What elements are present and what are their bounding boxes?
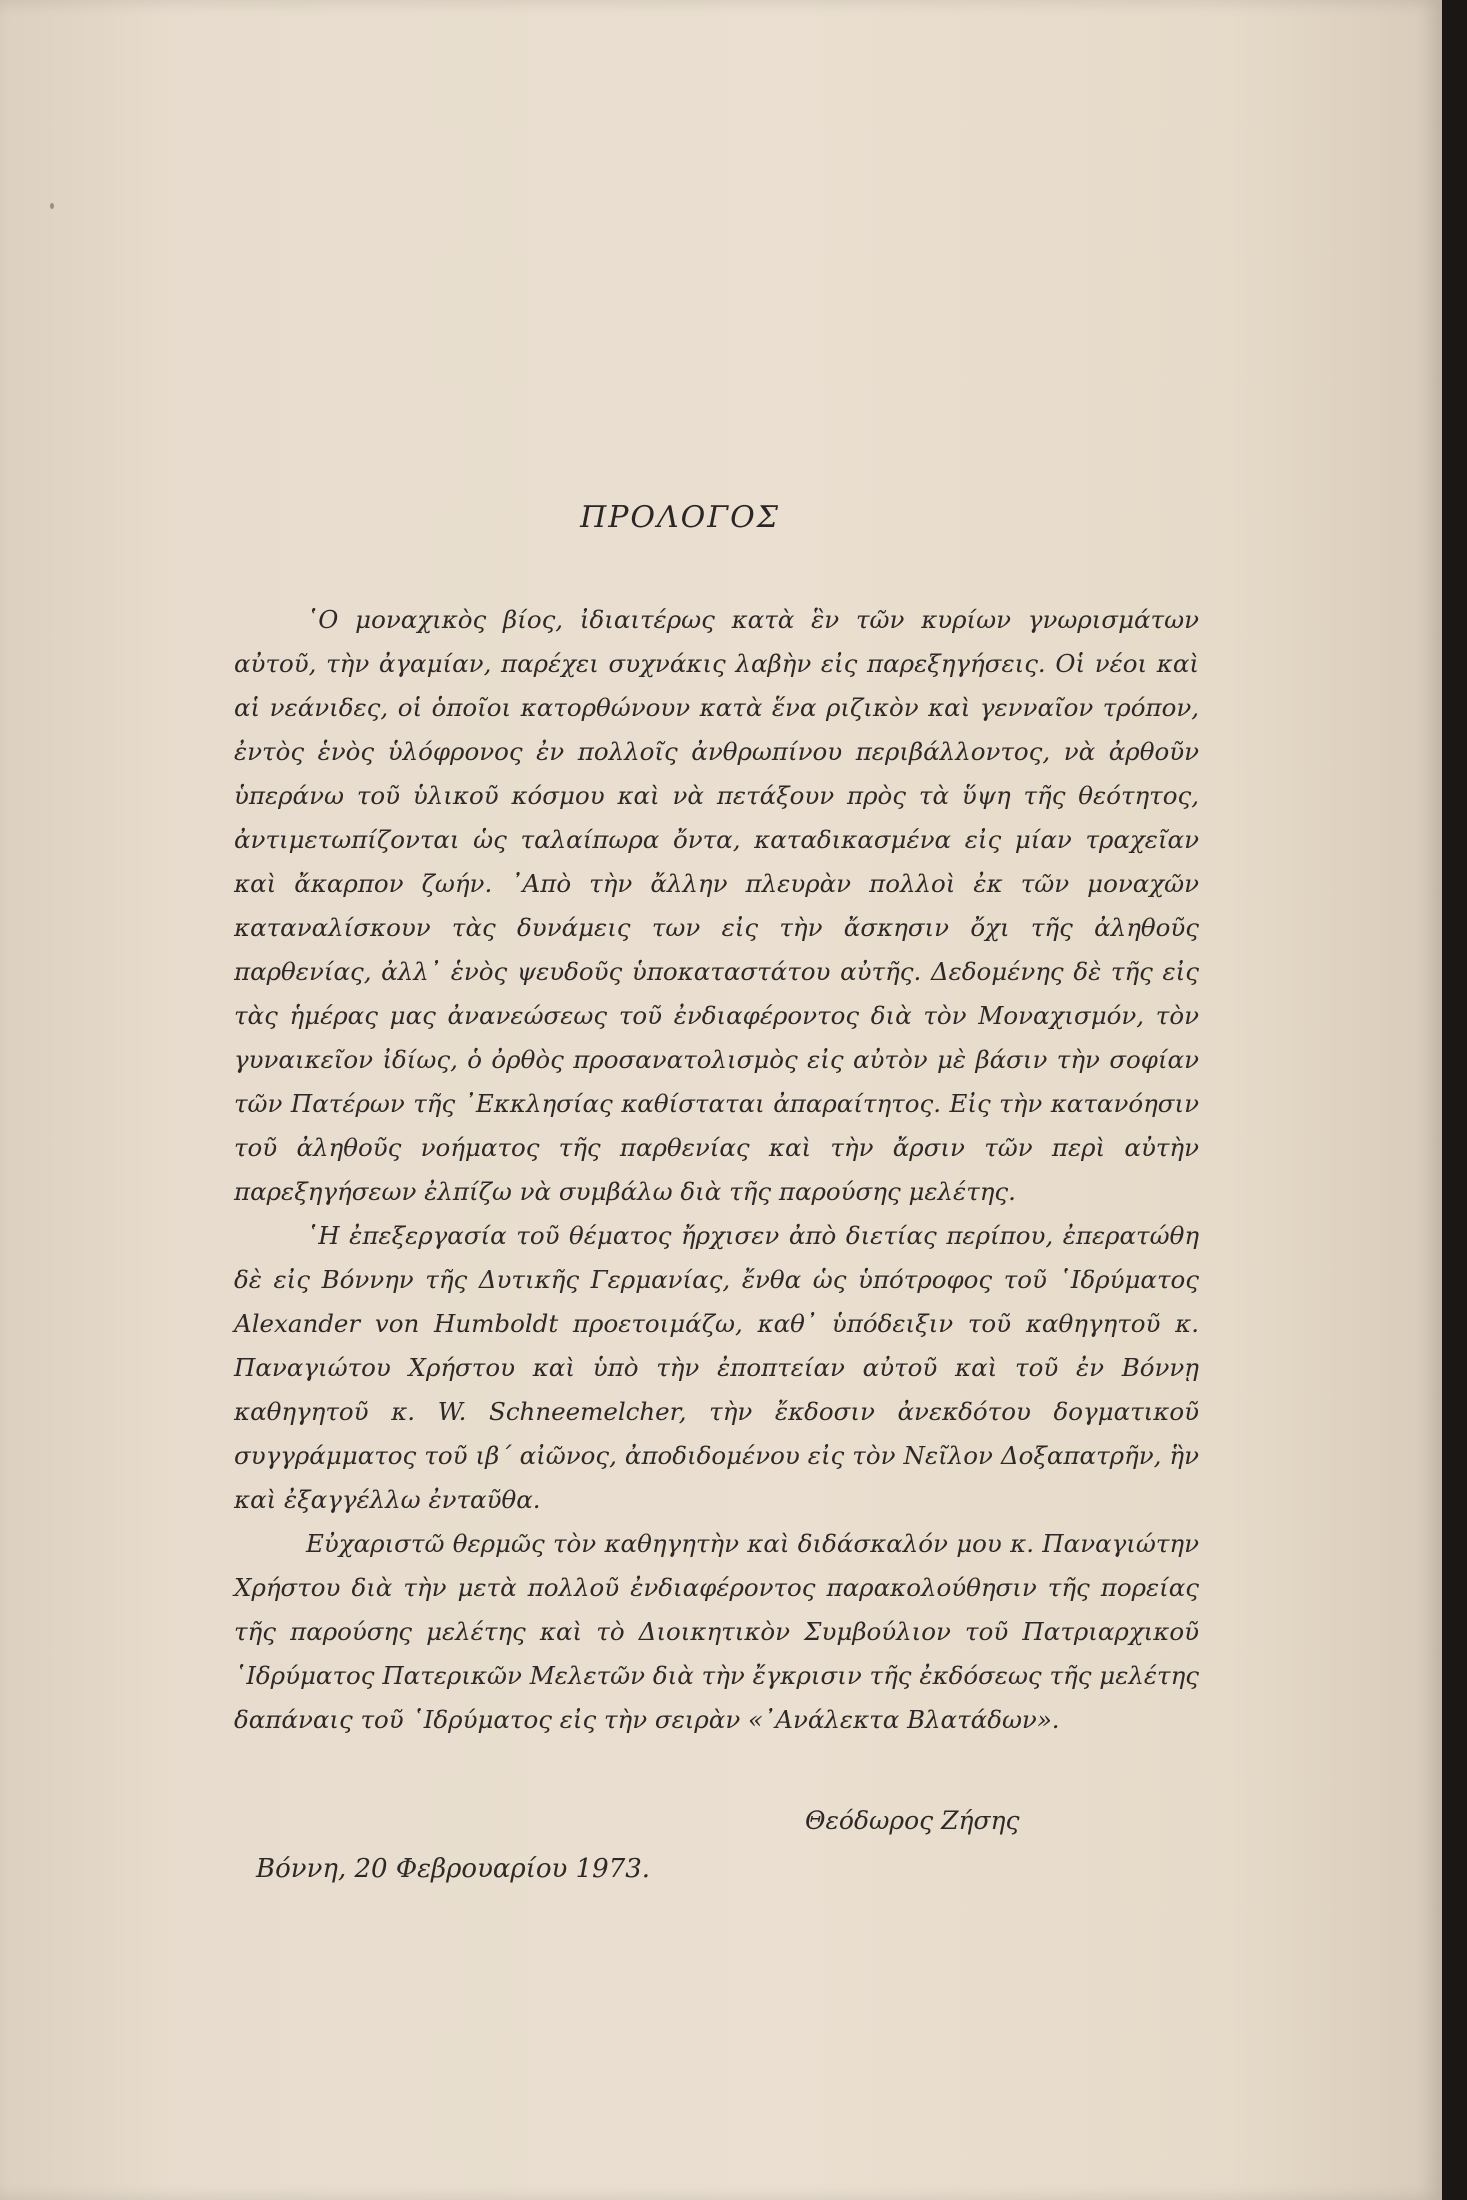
paragraph-1: ῾Ο μοναχικὸς βίος, ἰδιαιτέρως κατὰ ἓν τῶν κυρίων γνωρισμάτων αὐτοῦ, τὴν ἀγαμίαν, παρέχει συχνάκις λαβὴν εἰς παρεξηγήσεις. Οἱ νέοι καὶ αἱ νεάνιδες, οἱ ὁποῖοι κατορθώνουν κατὰ ἕνα ριζικὸν καὶ γενναῖον τρόπον, ἐντὸς ἑνὸς ὑλόφρονος ἐν πολλοῖς ἀνθρωπίνου περιβάλλοντος, νὰ ἀρθοῦν ὑπεράνω τοῦ ὑλικοῦ κόσμου καὶ νὰ πετάξουν πρὸς τὰ ὕψη τῆς θεότητος, ἀντιμετωπίζονται ὡς ταλαίπωρα ὄντα, καταδικασμένα εἰς μίαν τραχεῖαν καὶ ἄκαρπον ζωήν. ᾿Απὸ τὴν ἄλλην πλευρὰν πολλοὶ ἐκ τῶν μοναχῶν καταναλίσκουν τὰς δυνάμεις των εἰς τὴν ἄσκησιν ὄχι τῆς ἀληθοῦς παρθενίας, ἀλλ᾿ ἑνὸς ψευδοῦς ὑποκαταστάτου αὐτῆς. Δεδομένης δὲ τῆς εἰς τὰς ἡμέρας μας ἀνανεώσεως τοῦ ἐνδιαφέροντος διὰ τὸν Μοναχισμόν, τὸν γυναικεῖον ἰδίως, ὁ ὀρθὸς προσανατολισμὸς εἰς αὐτὸν μὲ βάσιν τὴν σοφίαν τῶν Πατέρων τῆς ᾿Εκκλησίας καθίσταται ἀπαραίτητος. Εἰς τὴν κατανόησιν τοῦ ἀληθοῦς νοήματος τῆς παρθενίας καὶ τὴν ἄρσιν τῶν περὶ αὐτὴν παρεξηγήσεων ἐλπίζω νὰ συμβάλω διὰ τῆς παρούσης μελέτης.: [234, 605, 1199, 1206]
author-signature: Θεόδωρος Ζήσης: [805, 1806, 1020, 1835]
place-date: Βόννη, 20 Φεβρουαρίου 1973.: [256, 1854, 651, 1884]
paper-speck: [50, 203, 54, 209]
preface-body: [234, 598, 1199, 1742]
paragraph-3: Εὐχαριστῶ θερμῶς τὸν καθηγητὴν καὶ διδάσκαλόν μου κ. Παναγιώτην Χρήστου διὰ τὴν μετὰ πολλοῦ ἐνδιαφέροντος παρακολούθησιν τῆς πορείας τῆς παρούσης μελέτης καὶ τὸ Διοικητικὸν Συμβούλιον τοῦ Πατριαρχικοῦ ῾Ιδρύματος Πατερικῶν Μελετῶν διὰ τὴν ἔγκρισιν τῆς ἐκδόσεως τῆς μελέτης δαπάναις τοῦ ῾Ιδρύματος εἰς τὴν σειρὰν «᾿Ανάλεκτα Βλατάδων».: [234, 1529, 1199, 1734]
paragraph-2: ῾Η ἐπεξεργασία τοῦ θέματος ἤρχισεν ἀπὸ διετίας περίπου, ἐπερατώθη δὲ εἰς Βόννην τῆς Δυτικῆς Γερμανίας, ἔνθα ὡς ὑπότροφος τοῦ ῾Ιδρύματος Alexander von Humboldt προετοιμάζω, καθ᾿ ὑπόδειξιν τοῦ καθηγητοῦ κ. Παναγιώτου Χρήστου καὶ ὑπὸ τὴν ἐποπτείαν αὐτοῦ καὶ τοῦ ἐν Βόννῃ καθηγητοῦ κ. W. Schneemelcher, τὴν ἔκδοσιν ἀνεκδότου δογματικοῦ συγγράμματος τοῦ ιβ΄ αἰῶνος, ἀποδιδομένου εἰς τὸν Νεῖλον Δοξαπατρῆν, ἣν καὶ ἐξαγγέλλω ἐνταῦθα.: [234, 1221, 1199, 1514]
page-title: ΠΡΟΛΟΓΟΣ: [580, 500, 780, 535]
